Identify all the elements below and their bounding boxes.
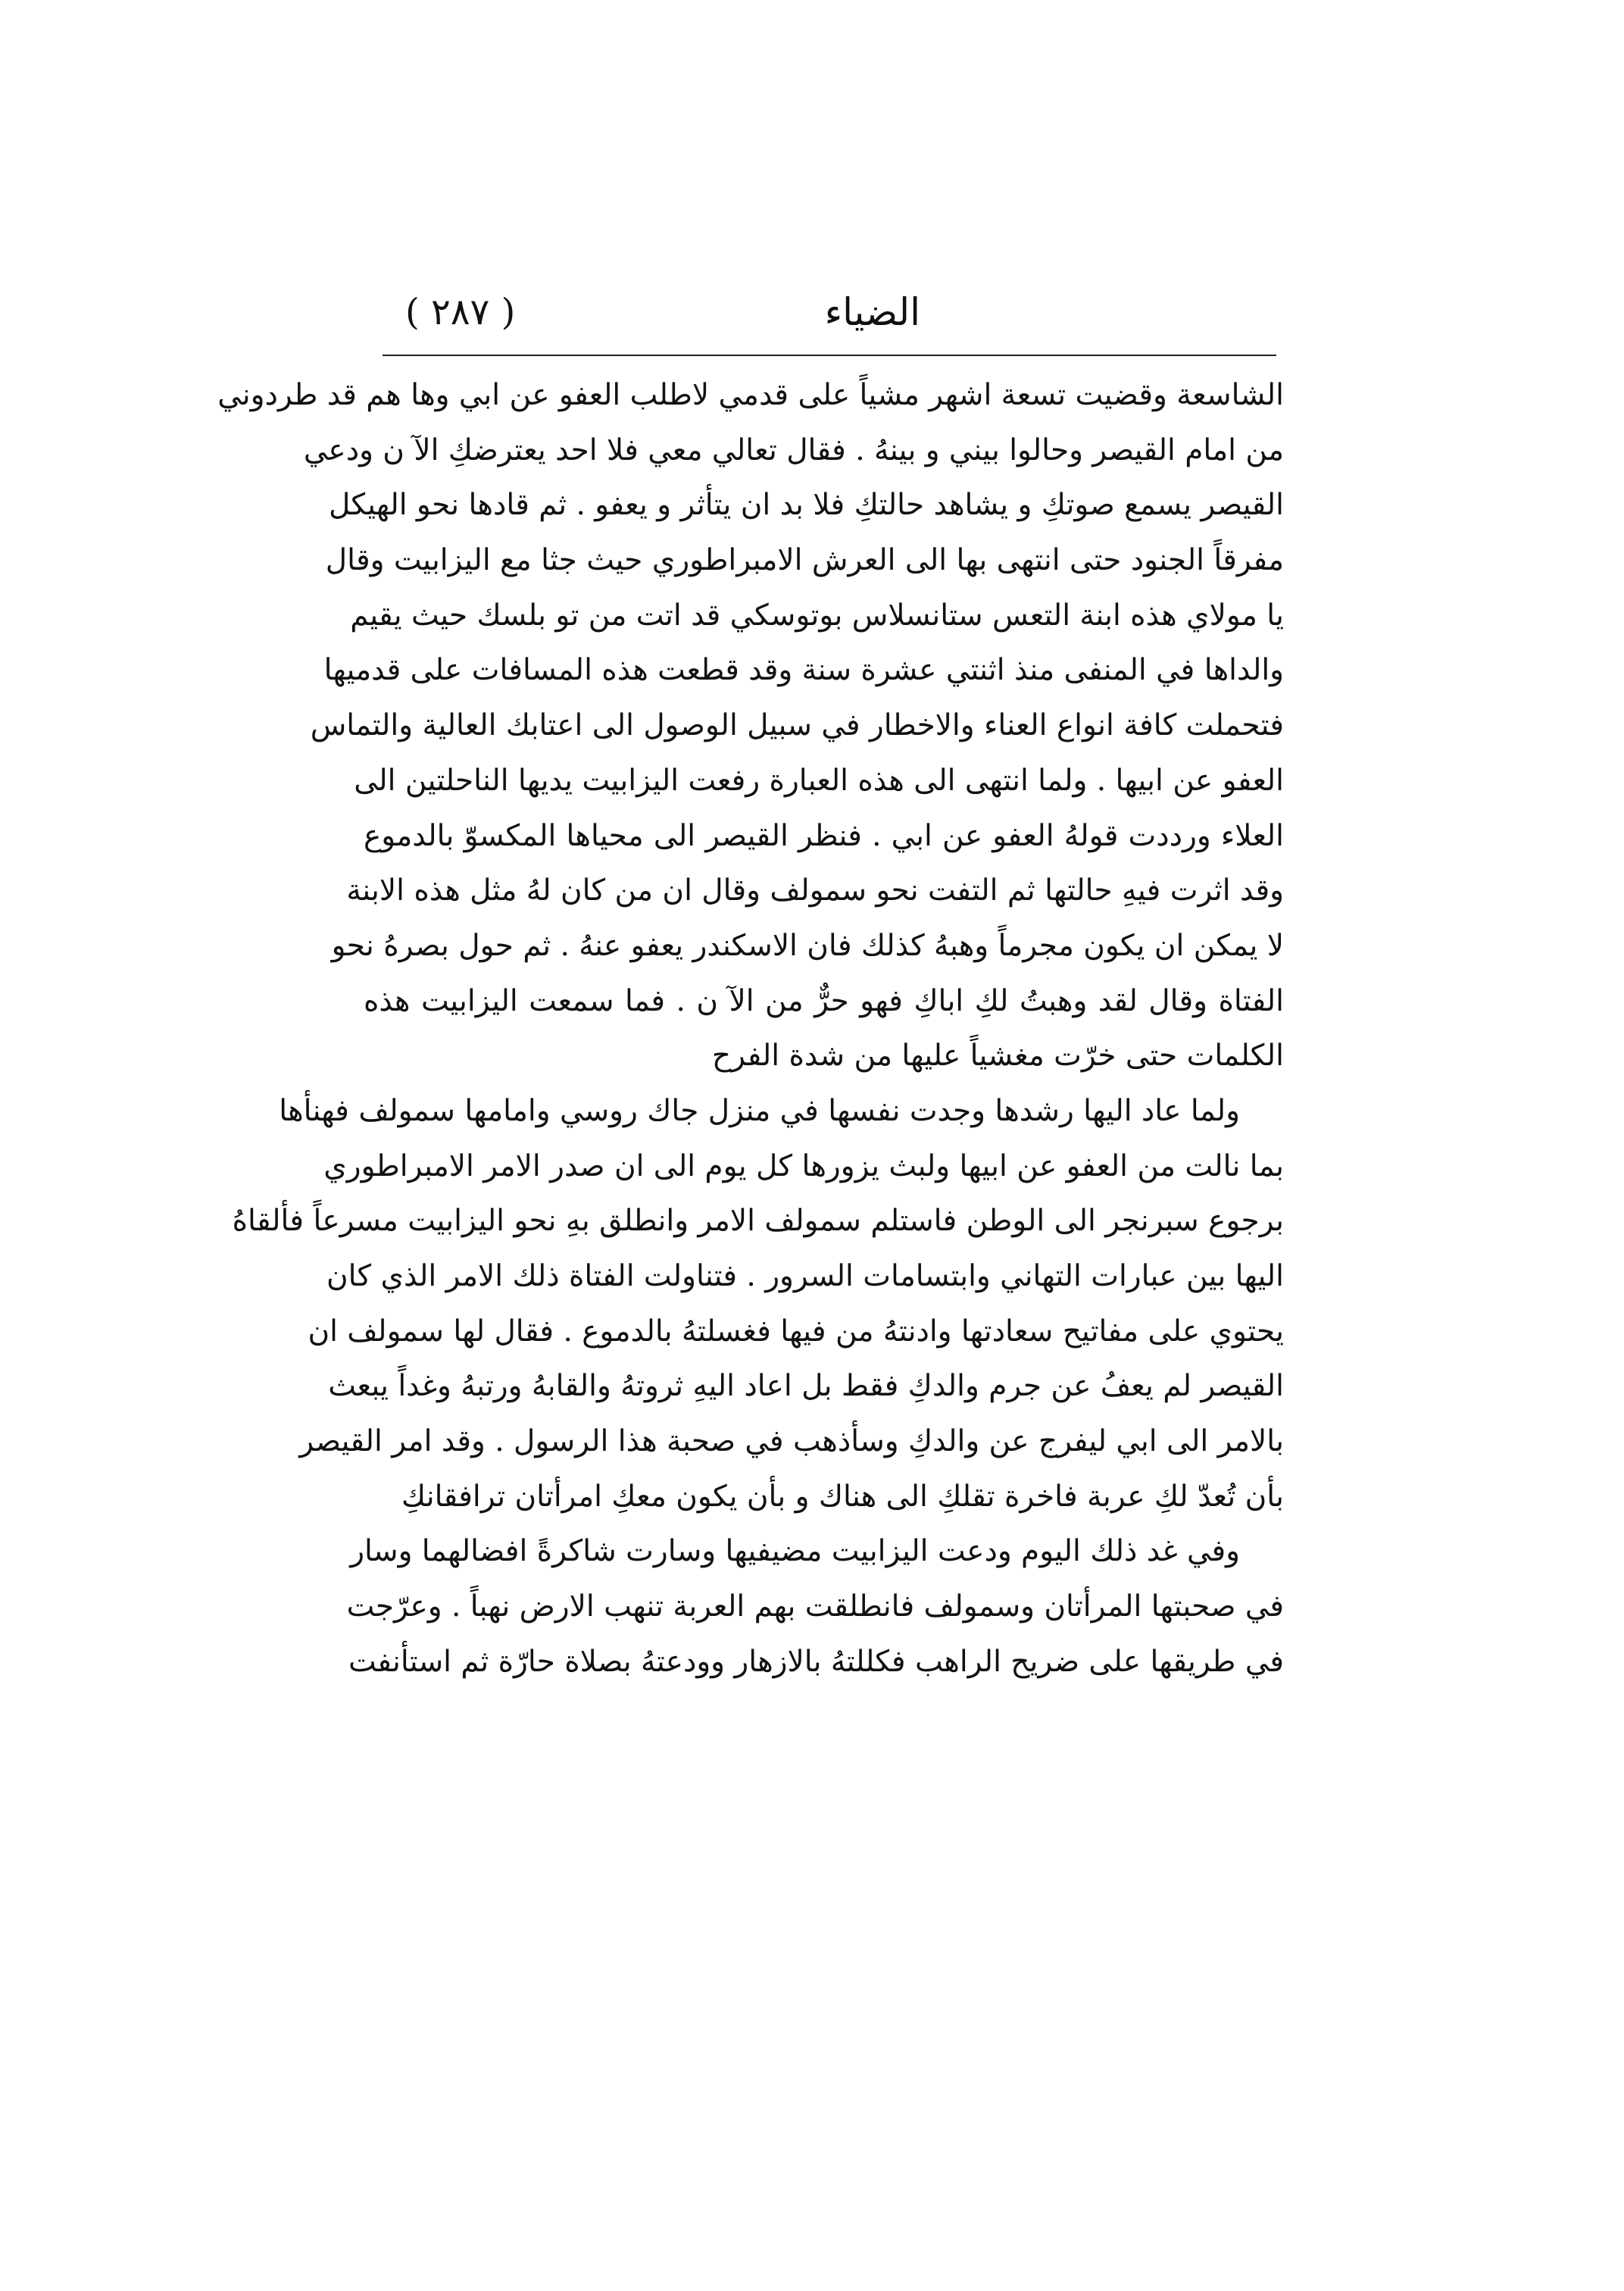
text-line: القيصر يسمع صوتكِ و يشاهد حالتكِ فلا بد ان يتأثر و يعفو . ثم قادها نحو الهيكل	[329, 488, 1284, 523]
header-rule	[383, 355, 1276, 356]
text-line: يحتوي على مفاتيح سعادتها وادنتهُ من فيها فغسلتهُ بالدموع . فقال لها سمولف ان	[308, 1314, 1284, 1349]
text-line: وقد اثرت فيهِ حالتها ثم التفت نحو سمولف وقال ان من كان لهُ مثل هذه الابنة	[346, 874, 1284, 908]
paragraph-start-line: ولما عاد اليها رشدها وجدت نفسها في منزل جاك روسي وامامها سمولف فهنأها	[279, 1093, 1240, 1128]
text-line: في صحبتها المرأتان وسمولف فانطلقت بهم العربة تنهب الارض نهباً . وعرّجت	[346, 1589, 1284, 1624]
text-line: الشاسعة وقضيت تسعة اشهر مشياً على قدمي لاطلب العفو عن ابي وها هم قد طردوني	[217, 378, 1284, 412]
text-line: لا يمكن ان يكون مجرماً وهبهُ كذلك فان الاسكندر يعفو عنهُ . ثم حول بصرهُ نحو	[331, 928, 1284, 963]
text-line: يا مولاي هذه ابنة التعس ستانسلاس بوتوسكي قد اتت من تو بلسك حيث يقيم	[350, 598, 1284, 633]
text-line: بالامر الى ابي ليفرج عن والدكِ وسأذهب في صحبة هذا الرسول . وقد امر القيصر	[299, 1424, 1284, 1459]
text-line: مفرقاً الجنود حتى انتهى بها الى العرش الامبراطوري حيث جثا مع اليزابيت وقال	[325, 543, 1284, 578]
text-line: بما نالت من العفو عن ابيها ولبث يزورها كل يوم الى ان صدر الامر الامبراطوري	[323, 1149, 1284, 1183]
body-text	[217, 368, 1284, 1690]
text-line: في طريقها على ضريح الراهب فكللتهُ بالازهار وودعتهُ بصلاة حارّة ثم استأنفت	[348, 1644, 1284, 1679]
running-title: الضياء	[824, 290, 920, 334]
paragraph-end-line: بأن تُعدّ لكِ عربة فاخرة تقلكِ الى هناك و بأن يكون معكِ امرأتان ترافقانكِ	[401, 1479, 1284, 1514]
paragraph-start-line: وفي غد ذلك اليوم ودعت اليزابيت مضيفيها وسارت شاكرةً افضالهما وسار	[350, 1534, 1240, 1569]
page-number: ( ٢٨٧ )	[405, 291, 516, 333]
text-line: من امام القيصر وحالوا بيني و بينهُ . فقال تعالي معي فلا احد يعترضكِ الآ ن ودعي	[303, 433, 1284, 467]
paragraph-end-line: الكلمات حتى خرّت مغشياً عليها من شدة الفرح	[711, 1039, 1284, 1074]
text-line: القيصر لم يعفُ عن جرم والدكِ فقط بل اعاد اليهِ ثروتهُ والقابهُ ورتبهُ وغداً يبعث	[328, 1369, 1284, 1404]
text-line: والداها في المنفى منذ اثنتي عشرة سنة وقد قطعت هذه المسافات على قدميها	[323, 653, 1284, 688]
text-line: برجوع سبرنجر الى الوطن فاستلم سمولف الامر وانطلق بهِ نحو اليزابيت مسرعاً فألقاهُ	[232, 1204, 1284, 1239]
page-header	[383, 282, 1276, 350]
text-line: الفتاة وقال لقد وهبتُ لكِ اباكِ فهو حرٌّ من الآ ن . فما سمعت اليزابيت هذه	[364, 983, 1284, 1018]
text-line: اليها بين عبارات التهاني وابتسامات السرور . فتناولت الفتاة ذلك الامر الذي كان	[326, 1259, 1284, 1293]
text-line: العفو عن ابيها . ولما انتهى الى هذه العبارة رفعت اليزابيت يديها الناحلتين الى	[354, 763, 1284, 798]
text-line: العلاء ورددت قولهُ العفو عن ابي . فنظر القيصر الى محياها المكسوّ بالدموع	[364, 818, 1284, 853]
text-line: فتحملت كافة انواع العناء والاخطار في سبيل الوصول الى اعتابك العالية والتماس	[310, 708, 1284, 743]
